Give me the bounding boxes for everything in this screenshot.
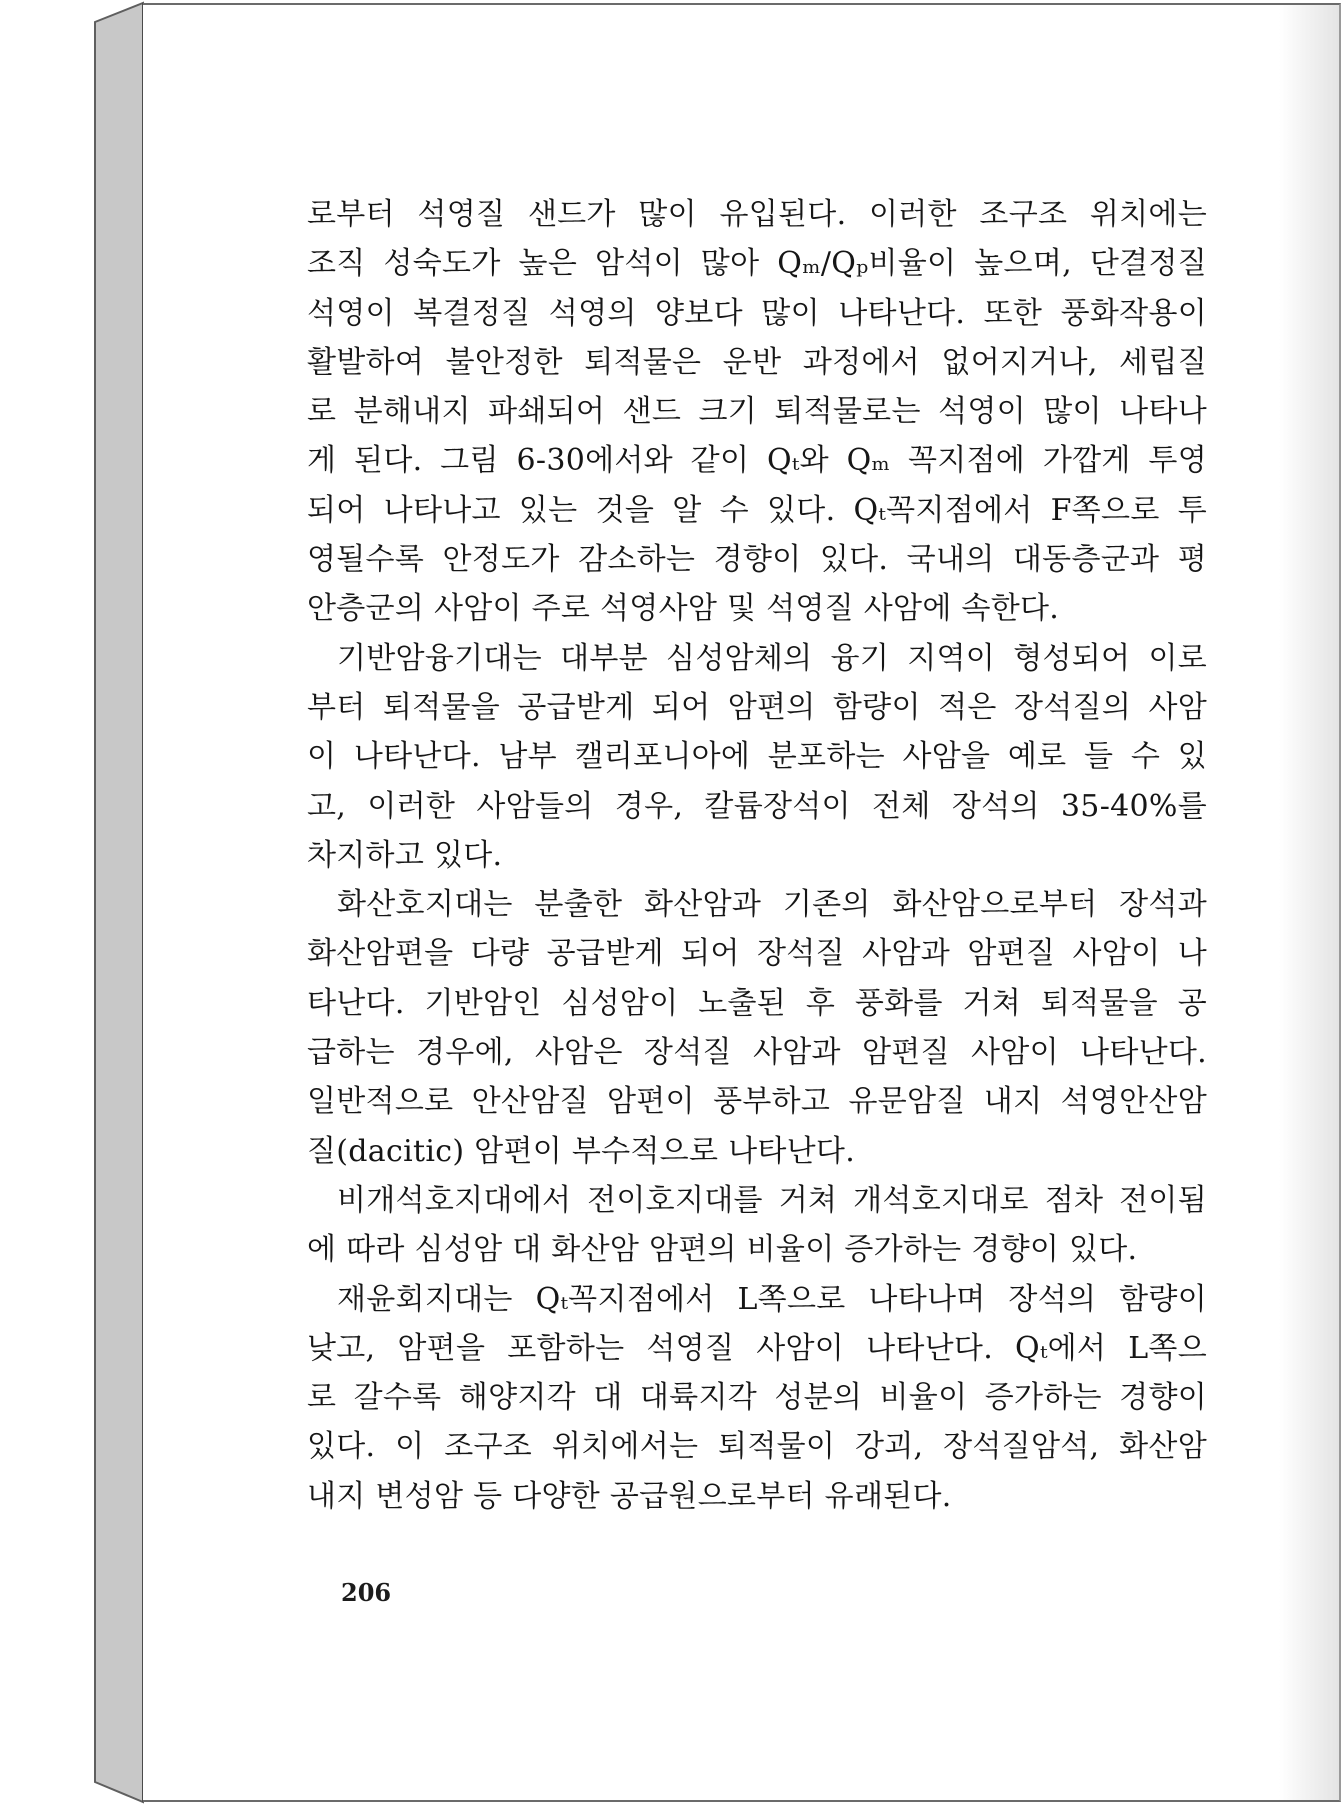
text-line: 석영이 복결정질 석영의 양보다 많이 나타난다. 또한 풍화작용이 [307, 295, 1207, 331]
text-line: 고, 이러한 사암들의 경우, 칼륨장석이 전체 장석의 35-40%를 [307, 788, 1207, 824]
book-spine [0, 0, 150, 1806]
text-line: 안층군의 사암이 주로 석영사암 및 석영질 사암에 속한다. [307, 591, 1060, 627]
text-line: 로 갈수록 해양지각 대 대륙지각 성분의 비율이 증가하는 경향이 [307, 1380, 1207, 1416]
text-line: 타난다. 기반암인 심성암이 노출된 후 풍화를 거쳐 퇴적물을 공 [307, 985, 1207, 1021]
text-line: 비개석호지대에서 전이호지대를 거쳐 개석호지대로 점차 전이됨 [337, 1182, 1207, 1218]
text-line: 내지 변성암 등 다양한 공급원으로부터 유래된다. [307, 1478, 952, 1514]
text-line: 영될수록 안정도가 감소하는 경향이 있다. 국내의 대동층군과 평 [307, 542, 1207, 578]
text-line: 로 분해내지 파쇄되어 샌드 크기 퇴적물로는 석영이 많이 나타나 [307, 394, 1207, 430]
text-line: 있다. 이 조구조 위치에서는 퇴적물이 강괴, 장석질암석, 화산암 [307, 1429, 1207, 1465]
text-line: 조직 성숙도가 높은 암석이 많아 Qₘ/Qₚ비율이 높으며, 단결정질 [307, 246, 1207, 282]
text-line: 낮고, 암편을 포함하는 석영질 사암이 나타난다. Qₜ에서 L쪽으 [307, 1330, 1207, 1366]
text-line: 이 나타난다. 남부 캘리포니아에 분포하는 사암을 예로 들 수 있 [307, 739, 1207, 775]
body-text [307, 190, 1207, 1521]
text-line: 화산암편을 다량 공급받게 되어 장석질 사암과 암편질 사암이 나 [307, 936, 1207, 972]
text-line: 로부터 석영질 샌드가 많이 유입된다. 이러한 조구조 위치에는 [307, 197, 1207, 232]
text-line: 화산호지대는 분출한 화산암과 기존의 화산암으로부터 장석과 [337, 887, 1207, 923]
page-number: 206 [341, 1578, 392, 1607]
text-line: 질(dacitic) 암편이 부수적으로 나타난다. [307, 1133, 856, 1169]
page-edge-shadow [1279, 5, 1339, 1800]
text-line: 게 된다. 그림 6-30에서와 같이 Qₜ와 Qₘ 꼭지점에 가깝게 투영 [307, 443, 1207, 479]
text-line: 재윤회지대는 Qₜ꼭지점에서 L쪽으로 나타나며 장석의 함량이 [337, 1281, 1207, 1317]
text-line: 부터 퇴적물을 공급받게 되어 암편의 함량이 적은 장석질의 사암 [307, 689, 1207, 725]
text-line: 차지하고 있다. [307, 837, 503, 873]
text-line: 일반적으로 안산암질 암편이 풍부하고 유문암질 내지 석영안산암 [307, 1084, 1207, 1120]
text-line: 기반암융기대는 대부분 심성암체의 융기 지역이 형성되어 이로 [337, 640, 1207, 676]
text-line: 되어 나타나고 있는 것을 알 수 있다. Qₜ꼭지점에서 F쪽으로 투 [307, 492, 1207, 528]
text-line: 급하는 경우에, 사암은 장석질 사암과 암편질 사암이 나타난다. [307, 1035, 1207, 1071]
text-line: 활발하여 불안정한 퇴적물은 운반 과정에서 없어지거나, 세립질 [307, 344, 1207, 380]
text-line: 에 따라 심성암 대 화산암 암편의 비율이 증가하는 경향이 있다. [307, 1232, 1138, 1268]
